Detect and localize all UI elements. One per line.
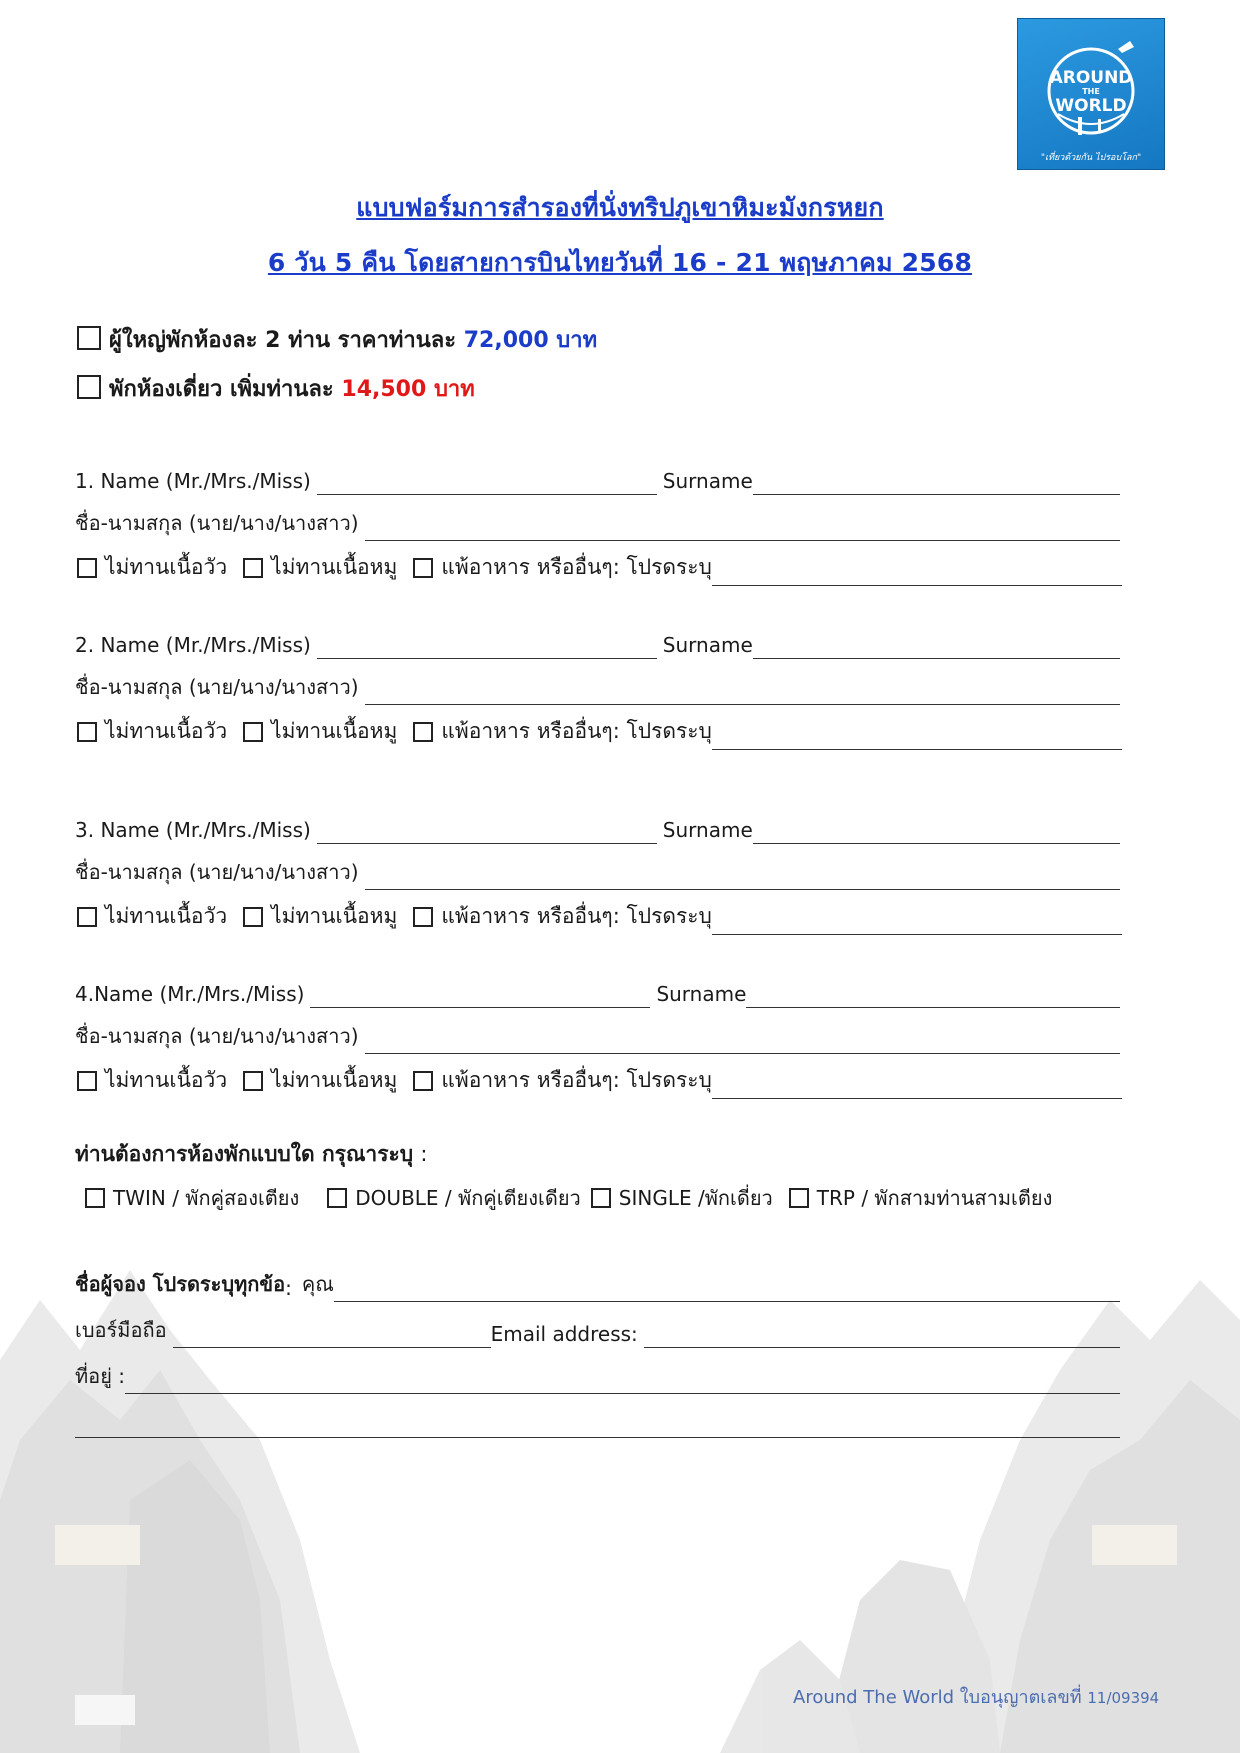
traveler-3-name-label: 3. Name (Mr./Mrs./Miss) [75, 818, 311, 842]
pricing-single-price: 14,500 บาท [341, 377, 475, 402]
traveler-4-surname-label: Surname [656, 982, 747, 1006]
booker-address-row [75, 1364, 1120, 1394]
traveler-1-allergy[interactable] [413, 551, 712, 586]
room-double-checkbox[interactable] [327, 1188, 347, 1208]
traveler-4-thai-name-label: ชื่อ-นามสกุล (นาย/นาง/นางสาว) [75, 1024, 359, 1048]
room-trp-label: TRP / พักสามท่านสามเตียง [816, 1186, 1053, 1210]
traveler-3-thai-name-field[interactable] [365, 865, 1120, 890]
traveler-4-name-row [75, 978, 1120, 1008]
email-label: Email address: [490, 1322, 638, 1346]
email-field[interactable] [644, 1323, 1120, 1348]
no-beef-label: ไม่ทานเนื้อวัว [105, 1068, 228, 1092]
no-pork-label: ไม่ทานเนื้อหมู [271, 1068, 398, 1092]
traveler-4-name-field[interactable] [310, 983, 650, 1008]
mobile-field[interactable] [173, 1323, 491, 1348]
logo-tagline: "เที่ยวด้วยกัน ไปรอบโลก" [1040, 153, 1142, 163]
traveler-2-thai-name-label: ชื่อ-นามสกุล (นาย/นาง/นางสาว) [75, 675, 359, 699]
traveler-3-no-pork[interactable] [243, 900, 397, 935]
traveler-4-name-label: 4.Name (Mr./Mrs./Miss) [75, 982, 305, 1006]
logo-line3: WORLD [1055, 96, 1127, 116]
background-mountain-illustration [0, 1240, 1240, 1753]
traveler-1-no-pork-checkbox[interactable] [243, 558, 263, 578]
traveler-1-allergy-checkbox[interactable] [413, 558, 433, 578]
no-pork-label: ไม่ทานเนื้อหมู [271, 555, 398, 579]
traveler-1-surname-field[interactable] [753, 470, 1120, 495]
company-logo [1018, 19, 1164, 169]
booker-contact-row [75, 1318, 1120, 1348]
room-question-label: ท่านต้องการห้องพักแบบใด กรุณาระบุ [75, 1142, 414, 1166]
footer-license [793, 1682, 1159, 1711]
traveler-1-no-beef-checkbox[interactable] [77, 558, 97, 578]
booker-colon: : [285, 1276, 292, 1300]
pricing-single-label: พักห้องเดี่ยว เพิ่มท่านละ [109, 377, 334, 402]
traveler-3-allergy-checkbox[interactable] [413, 907, 433, 927]
traveler-2-no-pork-checkbox[interactable] [243, 722, 263, 742]
room-option-single[interactable] [591, 1182, 773, 1214]
room-options [85, 1182, 1052, 1214]
pricing-twin-checkbox[interactable] [77, 326, 101, 350]
traveler-3-surname-label: Surname [662, 818, 753, 842]
traveler-2-surname-field[interactable] [753, 634, 1120, 659]
logo-line1: AROUND [1049, 68, 1133, 88]
room-question-colon: : [420, 1142, 428, 1166]
form-subtitle: 6 วัน 5 คืน โดยสายการบินไทยวันที่ 16 - 21 พฤษภาคม 2568 [267, 248, 973, 277]
room-trp-checkbox[interactable] [789, 1188, 809, 1208]
room-twin-checkbox[interactable] [85, 1188, 105, 1208]
traveler-1-no-beef[interactable] [77, 551, 227, 586]
room-twin-label: TWIN / พักคู่สองเตียง [113, 1186, 300, 1210]
room-option-twin[interactable] [85, 1182, 299, 1214]
pricing-twin-label: ผู้ใหญ่พักห้องละ 2 ท่าน ราคาท่านละ [109, 328, 457, 353]
traveler-4-no-beef-checkbox[interactable] [77, 1071, 97, 1091]
no-beef-label: ไม่ทานเนื้อวัว [105, 555, 228, 579]
allergy-label: แพ้อาหาร หรืออื่นๆ: โปรดระบุ [441, 719, 712, 743]
traveler-2-thai-name-field[interactable] [365, 680, 1120, 705]
traveler-3-no-beef[interactable] [77, 900, 227, 935]
pricing-twin [77, 322, 597, 357]
traveler-4-no-pork[interactable] [243, 1064, 397, 1099]
traveler-3-diet-row [77, 905, 1122, 935]
traveler-2-no-pork[interactable] [243, 715, 397, 750]
booker-address-row-2 [75, 1408, 1120, 1438]
globe-icon [1018, 19, 1164, 169]
traveler-3-allergy[interactable] [413, 900, 712, 935]
traveler-1-thai-name-row [75, 511, 1120, 541]
booker-title-prefix: คุณ [301, 1272, 334, 1296]
traveler-4-allergy-checkbox[interactable] [413, 1071, 433, 1091]
traveler-1-thai-name-field[interactable] [365, 516, 1120, 541]
traveler-3-surname-field[interactable] [753, 819, 1120, 844]
room-option-trp[interactable] [789, 1182, 1053, 1214]
address-field-2[interactable] [75, 1413, 1120, 1438]
traveler-1-surname-label: Surname [662, 469, 753, 493]
room-single-label: SINGLE /พักเดี่ยว [618, 1186, 773, 1210]
address-label: ที่อยู่ : [75, 1364, 126, 1388]
room-single-checkbox[interactable] [591, 1188, 611, 1208]
traveler-1-thai-name-label: ชื่อ-นามสกุล (นาย/นาง/นางสาว) [75, 511, 359, 535]
traveler-1-name-row [75, 465, 1120, 495]
pricing-single [77, 371, 475, 406]
traveler-3-no-beef-checkbox[interactable] [77, 907, 97, 927]
booker-name-field[interactable] [334, 1277, 1120, 1302]
logo-line2: THE [1082, 87, 1100, 96]
allergy-label: แพ้อาหาร หรืออื่นๆ: โปรดระบุ [441, 555, 712, 579]
traveler-3-no-pork-checkbox[interactable] [243, 907, 263, 927]
traveler-4-diet-row [77, 1069, 1122, 1099]
pricing-twin-price: 72,000 บาท [463, 328, 598, 353]
traveler-2-allergy[interactable] [413, 715, 712, 750]
traveler-2-allergy-checkbox[interactable] [413, 722, 433, 742]
traveler-1-no-pork[interactable] [243, 551, 397, 586]
traveler-4-thai-name-field[interactable] [365, 1029, 1120, 1054]
allergy-label: แพ้อาหาร หรืออื่นๆ: โปรดระบุ [441, 904, 712, 928]
traveler-3-thai-name-row [75, 860, 1120, 890]
mobile-label: เบอร์มือถือ [75, 1318, 167, 1342]
room-question [75, 1138, 428, 1171]
traveler-4-surname-field[interactable] [746, 983, 1120, 1008]
traveler-2-no-beef[interactable] [77, 715, 227, 750]
allergy-label: แพ้อาหาร หรืออื่นๆ: โปรดระบุ [441, 1068, 712, 1092]
traveler-4-no-beef[interactable] [77, 1064, 227, 1099]
traveler-2-diet-row [77, 720, 1122, 750]
no-beef-label: ไม่ทานเนื้อวัว [105, 904, 228, 928]
booker-name-row [75, 1272, 1120, 1302]
room-option-double[interactable] [327, 1182, 581, 1214]
address-field[interactable] [125, 1369, 1120, 1394]
no-pork-label: ไม่ทานเนื้อหมู [271, 904, 398, 928]
traveler-4-thai-name-row [75, 1024, 1120, 1054]
traveler-2-name-label: 2. Name (Mr./Mrs./Miss) [75, 633, 311, 657]
traveler-2-thai-name-row [75, 675, 1120, 705]
traveler-1-allergy-field[interactable] [712, 561, 1122, 586]
traveler-3-name-field[interactable] [317, 819, 657, 844]
footer-company: Around The World ใบอนุญาตเลขที่ [793, 1687, 1082, 1708]
traveler-1-diet-row [77, 556, 1122, 586]
traveler-2-surname-label: Surname [662, 633, 753, 657]
booker-label: ชื่อผู้จอง โปรดระบุทุกข้อ [75, 1272, 286, 1296]
traveler-2-name-field[interactable] [317, 634, 657, 659]
form-title: แบบฟอร์มการสำรองที่นั่งทริปภูเขาหิมะมังกรหยก [356, 193, 884, 222]
pricing-single-checkbox[interactable] [77, 375, 101, 399]
traveler-2-name-row [75, 629, 1120, 659]
traveler-3-thai-name-label: ชื่อ-นามสกุล (นาย/นาง/นางสาว) [75, 860, 359, 884]
traveler-1-name-label: 1. Name (Mr./Mrs./Miss) [75, 469, 311, 493]
traveler-4-allergy[interactable] [413, 1064, 712, 1099]
no-beef-label: ไม่ทานเนื้อวัว [105, 719, 228, 743]
traveler-4-no-pork-checkbox[interactable] [243, 1071, 263, 1091]
no-pork-label: ไม่ทานเนื้อหมู [271, 719, 398, 743]
traveler-2-allergy-field[interactable] [712, 725, 1122, 750]
traveler-2-no-beef-checkbox[interactable] [77, 722, 97, 742]
traveler-4-allergy-field[interactable] [712, 1074, 1122, 1099]
traveler-3-allergy-field[interactable] [712, 910, 1122, 935]
footer-license-number: 11/09394 [1087, 1689, 1160, 1707]
room-double-label: DOUBLE / พักคู่เตียงเดียว [355, 1186, 581, 1210]
traveler-1-name-field[interactable] [317, 470, 657, 495]
traveler-3-name-row [75, 814, 1120, 844]
